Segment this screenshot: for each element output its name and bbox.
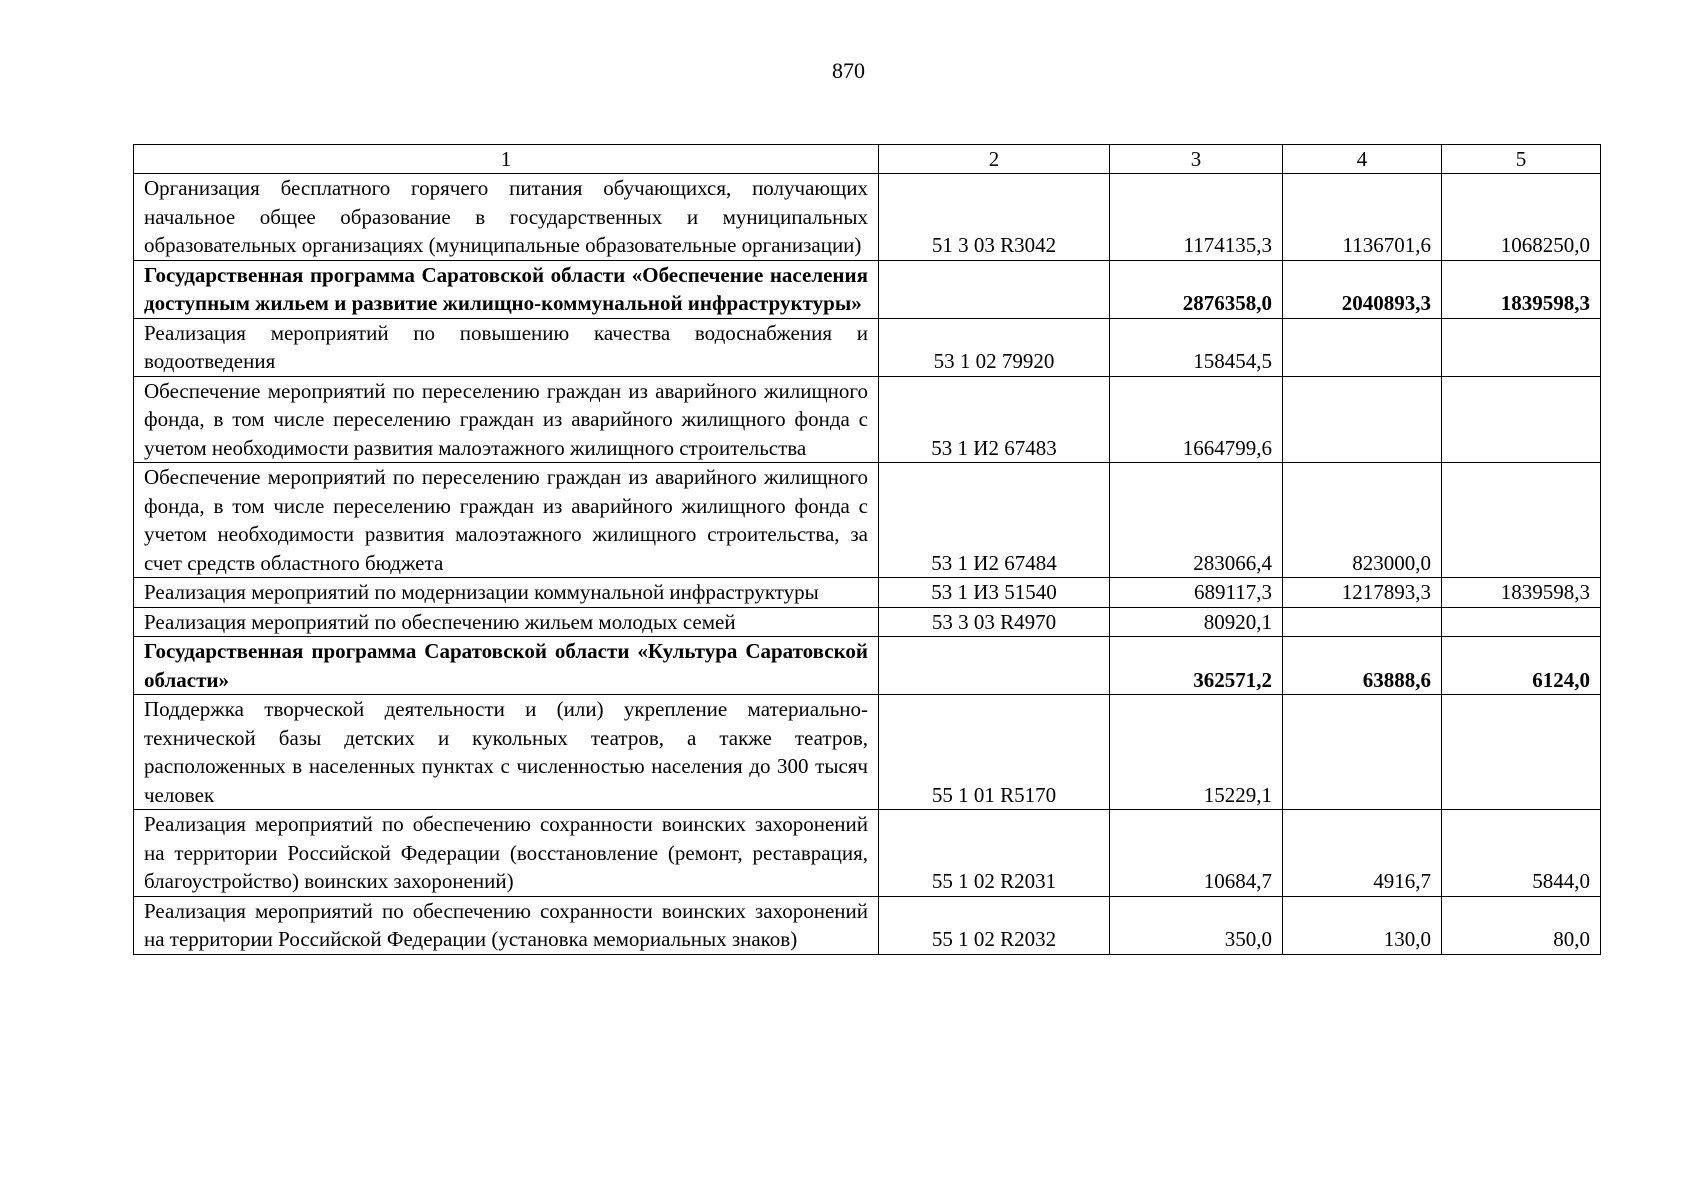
- row-value-5: 6124,0: [1442, 637, 1601, 695]
- row-value-5: [1442, 318, 1601, 376]
- row-value-3: 689117,3: [1110, 578, 1283, 608]
- row-value-5: 80,0: [1442, 896, 1601, 954]
- row-value-5: [1442, 695, 1601, 810]
- table-row: [134, 896, 1601, 954]
- table-body: [134, 174, 1601, 955]
- row-value-3: 1664799,6: [1110, 376, 1283, 463]
- row-name: Реализация мероприятий по модернизации коммунальной инфраструктуры: [134, 578, 879, 608]
- table-row: [134, 463, 1601, 578]
- row-name: Реализация мероприятий по обеспечению жильем молодых семей: [134, 607, 879, 637]
- table-row: [134, 695, 1601, 810]
- row-name: Реализация мероприятий по обеспечению сохранности воинских захоронений на территории Российской Федерации (восстановление (ремонт, реставрация, благоустройство) воинских захоронений): [134, 810, 879, 897]
- header-col-1: 1: [134, 145, 879, 174]
- row-code: 53 1 02 79920: [879, 318, 1110, 376]
- header-col-4: 4: [1283, 145, 1442, 174]
- row-name: Обеспечение мероприятий по переселению граждан из аварийного жилищного фонда, в том числе переселению граждан из аварийного жилищного фонда с учетом необходимости развития малоэтажного жилищного строительства, за счет средств областного бюджета: [134, 463, 879, 578]
- page-number: 870: [832, 58, 865, 83]
- row-value-4: 1136701,6: [1283, 174, 1442, 261]
- row-value-3: 1174135,3: [1110, 174, 1283, 261]
- row-name: Организация бесплатного горячего питания обучающихся, получающих начальное общее образование в государственных и муниципальных образовательных организациях (муниципальные образовательные организации): [134, 174, 879, 261]
- row-value-4: [1283, 318, 1442, 376]
- row-code: 51 3 03 R3042: [879, 174, 1110, 261]
- table-row: [134, 578, 1601, 608]
- row-value-4: 130,0: [1283, 896, 1442, 954]
- row-value-5: 5844,0: [1442, 810, 1601, 897]
- header-col-3: 3: [1110, 145, 1283, 174]
- row-value-3: 158454,5: [1110, 318, 1283, 376]
- row-value-4: [1283, 376, 1442, 463]
- row-value-3: 15229,1: [1110, 695, 1283, 810]
- row-name: Поддержка творческой деятельности и (или) укрепление материально-технической базы детских и кукольных театров, а также театров, расположенных в населенных пунктах с численностью населения до 300 тысяч человек: [134, 695, 879, 810]
- row-name: Реализация мероприятий по обеспечению сохранности воинских захоронений на территории Российской Федерации (установка мемориальных знаков): [134, 896, 879, 954]
- row-value-4: 823000,0: [1283, 463, 1442, 578]
- row-value-4: 63888,6: [1283, 637, 1442, 695]
- row-value-3: 350,0: [1110, 896, 1283, 954]
- row-value-3: 10684,7: [1110, 810, 1283, 897]
- header-col-5: 5: [1442, 145, 1601, 174]
- table-header-row: [134, 145, 1601, 174]
- table-row: [134, 174, 1601, 261]
- row-code: 55 1 02 R2031: [879, 810, 1110, 897]
- row-code: 53 1 И2 67484: [879, 463, 1110, 578]
- row-value-4: 2040893,3: [1283, 260, 1442, 318]
- table-row: [134, 376, 1601, 463]
- budget-table: [133, 144, 1601, 955]
- row-code: 55 1 01 R5170: [879, 695, 1110, 810]
- row-name: Реализация мероприятий по повышению качества водоснабжения и водоотведения: [134, 318, 879, 376]
- row-code: 53 1 И2 67483: [879, 376, 1110, 463]
- row-code: [879, 260, 1110, 318]
- row-code: [879, 637, 1110, 695]
- row-value-5: [1442, 376, 1601, 463]
- row-value-5: [1442, 607, 1601, 637]
- row-code: 53 3 03 R4970: [879, 607, 1110, 637]
- row-value-4: [1283, 695, 1442, 810]
- row-value-3: 80920,1: [1110, 607, 1283, 637]
- row-value-3: 362571,2: [1110, 637, 1283, 695]
- row-name: Государственная программа Саратовской области «Культура Саратовской области»: [134, 637, 879, 695]
- row-value-5: [1442, 463, 1601, 578]
- table-row-program: [134, 637, 1601, 695]
- row-code: 53 1 И3 51540: [879, 578, 1110, 608]
- row-value-5: 1839598,3: [1442, 578, 1601, 608]
- row-value-3: 283066,4: [1110, 463, 1283, 578]
- row-name: Государственная программа Саратовской области «Обеспечение населения доступным жильем и развитие жилищно-коммунальной инфраструктуры»: [134, 260, 879, 318]
- row-code: 55 1 02 R2032: [879, 896, 1110, 954]
- header-col-2: 2: [879, 145, 1110, 174]
- row-value-4: [1283, 607, 1442, 637]
- row-value-3: 2876358,0: [1110, 260, 1283, 318]
- table-row: [134, 810, 1601, 897]
- row-name: Обеспечение мероприятий по переселению граждан из аварийного жилищного фонда, в том числе переселению граждан из аварийного жилищного фонда с учетом необходимости развития малоэтажного жилищного строительства: [134, 376, 879, 463]
- table-row: [134, 318, 1601, 376]
- row-value-4: 4916,7: [1283, 810, 1442, 897]
- row-value-5: 1839598,3: [1442, 260, 1601, 318]
- table-row: [134, 607, 1601, 637]
- row-value-5: 1068250,0: [1442, 174, 1601, 261]
- table-row-program: [134, 260, 1601, 318]
- row-value-4: 1217893,3: [1283, 578, 1442, 608]
